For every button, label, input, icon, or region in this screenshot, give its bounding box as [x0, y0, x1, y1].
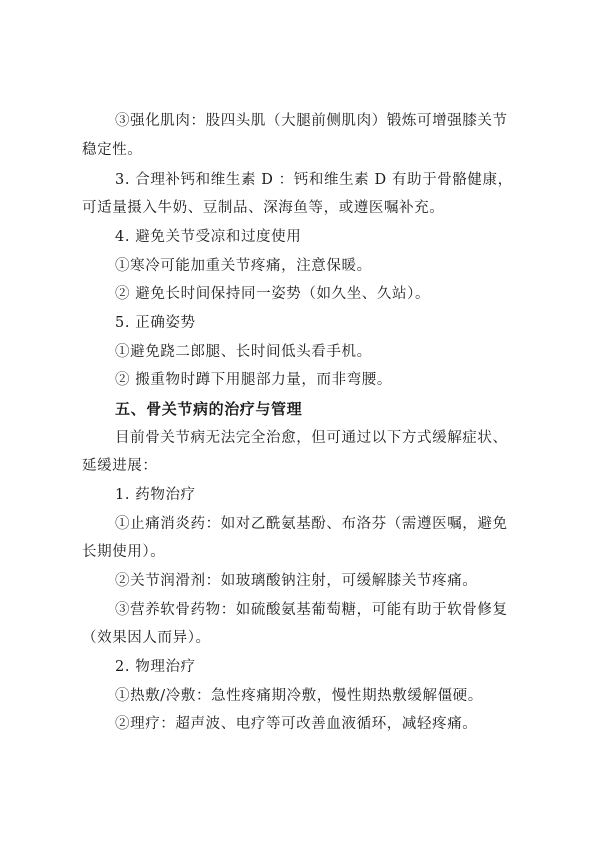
paragraph-line: ①寒冷可能加重关节疼痛，注意保暖。 — [115, 258, 372, 274]
paragraph-line: 3. 合理补钙和维生素 D ：钙和维生素 D 有助于骨骼健康， — [115, 172, 513, 188]
paragraph-line: ②关节润滑剂：如玻璃酸钠注射，可缓解膝关节疼痛。 — [115, 573, 478, 589]
paragraph-line: ①止痛消炎药：如对乙酰氨基酚、布洛芬（需遵医嘱，避免 — [115, 516, 508, 532]
section-heading: 五、骨关节病的治疗与管理 — [115, 400, 303, 418]
paragraph-line: 可适量摄入牛奶、豆制品、深海鱼等，或遵医嘱补充。 — [82, 200, 445, 216]
paragraph-line: 延缓进展： — [82, 458, 158, 474]
paragraph-line: 4. 避免关节受凉和过度使用 — [115, 229, 302, 245]
paragraph-line: （效果因人而异）。 — [82, 630, 211, 646]
paragraph-line: ② 搬重物时蹲下用腿部力量，而非弯腰。 — [115, 372, 393, 388]
paragraph-line: 目前骨关节病无法完全治愈，但可通过以下方式缓解症状、 — [115, 430, 508, 446]
paragraph-line: ③强化肌肉：股四头肌（大腿前侧肌肉）锻炼可增强膝关节 — [115, 113, 508, 129]
paragraph-line: ①避免跷二郎腿、长时间低头看手机。 — [115, 344, 372, 360]
paragraph-line: 2. 物理治疗 — [115, 659, 196, 675]
paragraph-line: ② 避免长时间保持同一姿势（如久坐、久站）。 — [115, 286, 431, 302]
paragraph-line: 1. 药物治疗 — [115, 487, 196, 503]
paragraph-line: 5. 正确姿势 — [115, 315, 196, 331]
paragraph-line: 长期使用）。 — [82, 544, 166, 560]
paragraph-line: ②理疗：超声波、电疗等可改善血液循环，减轻疼痛。 — [115, 716, 478, 732]
paragraph-line: ①热敷/冷敷：急性疼痛期冷敷，慢性期热敷缓解僵硬。 — [115, 688, 483, 704]
paragraph-line: ③营养软骨药物：如硫酸氨基葡萄糖，可能有助于软骨修复 — [115, 602, 508, 618]
paragraph-line: 稳定性。 — [82, 142, 143, 158]
